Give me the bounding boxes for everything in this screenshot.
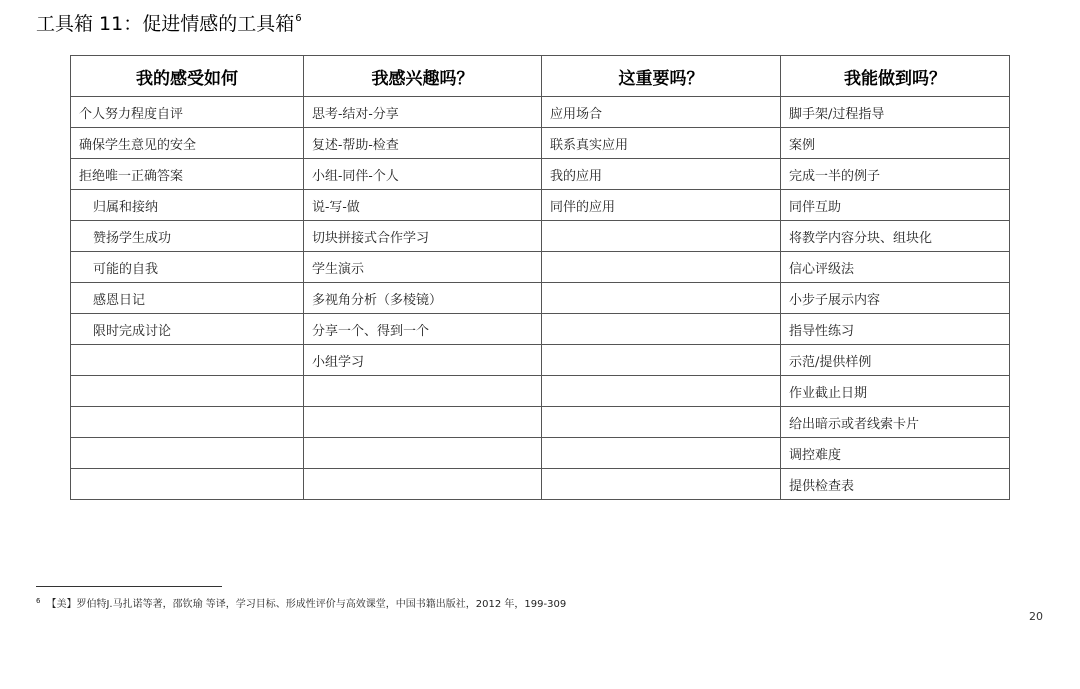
footnote-text: 【美】罗伯特J.马扎诺等著，邵钦瑜 等译，学习目标、形成性评价与高效课堂，中国书籍出版社，2012 年，199-309 <box>46 599 567 610</box>
table-cell: 切块拼接式合作学习 <box>304 221 542 252</box>
table-row <box>71 283 1010 314</box>
table-row <box>71 190 1010 221</box>
footnote <box>36 594 566 612</box>
table-cell: 同伴互助 <box>781 190 1010 221</box>
table-cell <box>304 376 542 407</box>
table-cell <box>71 376 304 407</box>
table-cell: 思考-结对-分享 <box>304 97 542 128</box>
table-cell <box>542 438 781 469</box>
table-cell: 信心评级法 <box>781 252 1010 283</box>
table-cell: 说-写-做 <box>304 190 542 221</box>
table-row <box>71 97 1010 128</box>
table-row <box>71 376 1010 407</box>
table-cell <box>542 252 781 283</box>
table-cell: 指导性练习 <box>781 314 1010 345</box>
table-cell: 小组学习 <box>304 345 542 376</box>
table-cell: 感恩日记 <box>71 283 304 314</box>
table-cell: 赞扬学生成功 <box>71 221 304 252</box>
table-cell: 多视角分析（多棱镜） <box>304 283 542 314</box>
table-cell <box>542 376 781 407</box>
page-title <box>36 6 302 37</box>
table-row <box>71 314 1010 345</box>
table-cell: 个人努力程度自评 <box>71 97 304 128</box>
table-row <box>71 438 1010 469</box>
table-header-row <box>71 56 1010 97</box>
table-cell <box>71 345 304 376</box>
table-cell <box>71 469 304 500</box>
table-cell <box>304 438 542 469</box>
page-title-text: 工具箱 11：促进情感的工具箱 <box>36 13 295 35</box>
table-row <box>71 128 1010 159</box>
table-cell <box>542 221 781 252</box>
table-cell: 完成一半的例子 <box>781 159 1010 190</box>
table-cell: 确保学生意见的安全 <box>71 128 304 159</box>
table-row <box>71 469 1010 500</box>
table-row <box>71 407 1010 438</box>
column-header-interest: 我感兴趣吗？ <box>304 56 542 97</box>
table-cell <box>542 469 781 500</box>
table-cell: 提供检查表 <box>781 469 1010 500</box>
table-cell: 归属和接纳 <box>71 190 304 221</box>
table-cell: 小步子展示内容 <box>781 283 1010 314</box>
table-cell: 学生演示 <box>304 252 542 283</box>
table-row <box>71 221 1010 252</box>
table-cell: 限时完成讨论 <box>71 314 304 345</box>
column-header-efficacy: 我能做到吗？ <box>781 56 1010 97</box>
table-cell: 给出暗示或者线索卡片 <box>781 407 1010 438</box>
table-cell: 将教学内容分块、组块化 <box>781 221 1010 252</box>
table-cell: 调控难度 <box>781 438 1010 469</box>
table-cell <box>542 407 781 438</box>
table-cell <box>71 438 304 469</box>
column-header-importance: 这重要吗？ <box>542 56 781 97</box>
toolbox-table <box>70 55 1010 500</box>
table-cell: 应用场合 <box>542 97 781 128</box>
table-row <box>71 345 1010 376</box>
table-cell <box>542 314 781 345</box>
table-cell <box>304 469 542 500</box>
table-cell: 我的应用 <box>542 159 781 190</box>
table-cell: 分享一个、得到一个 <box>304 314 542 345</box>
footnote-reference: 6 <box>295 13 302 24</box>
table-cell: 可能的自我 <box>71 252 304 283</box>
column-header-feelings: 我的感受如何 <box>71 56 304 97</box>
table-cell: 复述-帮助-检查 <box>304 128 542 159</box>
table-cell <box>304 407 542 438</box>
table-cell: 作业截止日期 <box>781 376 1010 407</box>
table-cell <box>542 345 781 376</box>
table-cell <box>542 283 781 314</box>
footnote-mark: 6 <box>36 597 41 605</box>
table-cell: 拒绝唯一正确答案 <box>71 159 304 190</box>
table-cell: 同伴的应用 <box>542 190 781 221</box>
table-row <box>71 252 1010 283</box>
table-cell: 脚手架/过程指导 <box>781 97 1010 128</box>
table-cell: 案例 <box>781 128 1010 159</box>
table-cell: 小组-同伴-个人 <box>304 159 542 190</box>
table-cell: 示范/提供样例 <box>781 345 1010 376</box>
footnote-divider <box>36 586 222 587</box>
page-number: 20 <box>1029 610 1043 623</box>
table-cell <box>71 407 304 438</box>
table-row <box>71 159 1010 190</box>
table-cell: 联系真实应用 <box>542 128 781 159</box>
